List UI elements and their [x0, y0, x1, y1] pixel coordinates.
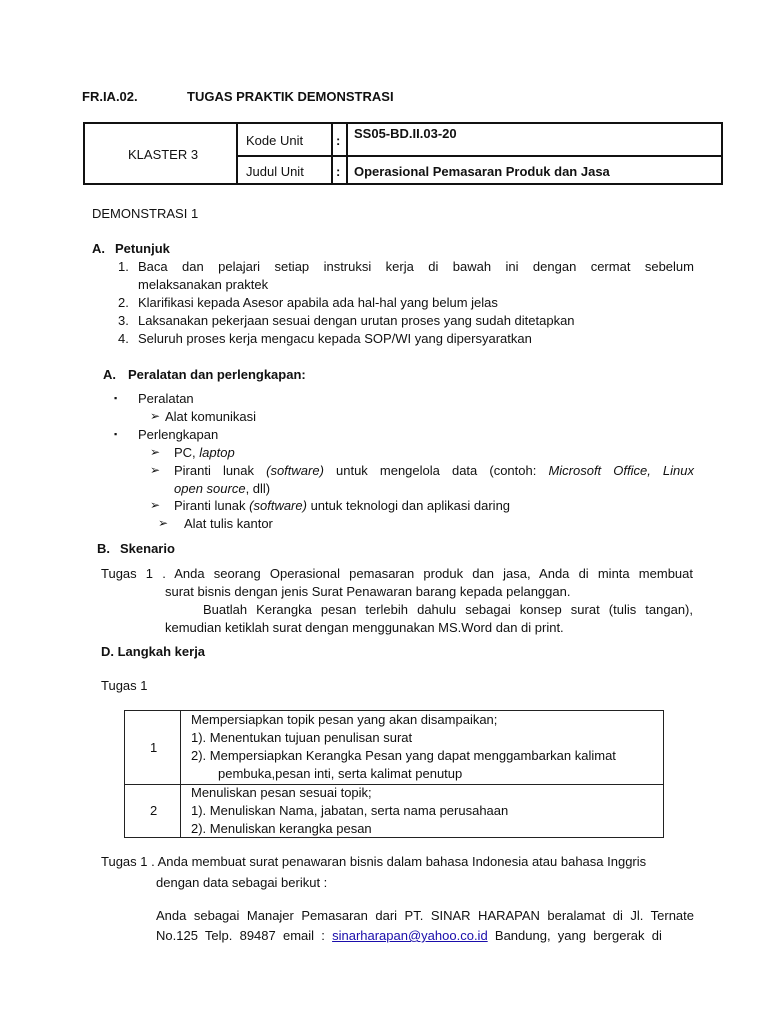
list-number: 2. — [118, 295, 129, 310]
bullet-icon: ▪ — [114, 429, 118, 439]
section-a-title: Petunjuk — [115, 241, 170, 256]
perlengkapan-label: Perlengkapan — [138, 427, 219, 442]
section-b-title: Skenario — [120, 541, 175, 556]
final-task-paragraph: No.125 Telp. 89487 email : sinarharapan@yahoo.co.id Bandung, yang bergerak di — [156, 928, 662, 943]
step-line: Menuliskan pesan sesuai topik; — [191, 785, 372, 800]
email-link[interactable]: sinarharapan@yahoo.co.id — [332, 928, 488, 943]
task-label: Tugas 1 — [101, 678, 148, 693]
list-number: 1. — [118, 259, 129, 274]
arrow-icon: ➢ — [150, 409, 161, 423]
step-number: 2 — [150, 803, 158, 818]
equipment-title: Peralatan dan perlengkapan: — [128, 367, 306, 382]
final-task-text: dengan data sebagai berikut : — [156, 875, 328, 890]
form-code: FR.IA.02. — [82, 89, 138, 104]
final-task-text: Tugas 1 . Anda membuat surat penawaran bisnis dalam bahasa Indonesia atau bahasa Inggris — [101, 854, 647, 869]
perlengkapan-item-software-daring: Piranti lunak (software) untuk teknologi dan aplikasi daring — [174, 498, 511, 513]
perlengkapan-item-software-cont: open source, dll) — [174, 481, 271, 496]
list-item: Laksanakan pekerjaan sesuai dengan urutan proses yang sudah ditetapkan — [138, 313, 575, 328]
judul-unit-value: Operasional Pemasaran Produk dan Jasa — [354, 164, 610, 179]
scenario-text: surat bisnis dengan jenis Surat Penawaran barang kepada pelanggan. — [165, 584, 571, 599]
section-d-title: D. Langkah kerja — [101, 644, 206, 659]
scenario-text: kemudian ketiklah surat dengan menggunakan MS.Word dan di print. — [165, 620, 564, 635]
kode-unit-value: SS05-BD.II.03-20 — [354, 126, 457, 141]
perlengkapan-item-stationery: Alat tulis kantor — [184, 516, 273, 531]
scenario-text: Buatlah Kerangka pesan terlebih dahulu sebagai konsep surat (tulis tangan), — [203, 602, 693, 617]
list-item: Baca dan pelajari setiap instruksi kerja di bawah ini dengan cermat sebelum — [138, 259, 694, 274]
list-item-continuation: melaksanakan praktek — [138, 277, 269, 292]
kode-unit-label: Kode Unit — [246, 133, 304, 148]
equipment-marker: A. — [103, 367, 116, 382]
list-number: 4. — [118, 331, 129, 346]
step-line: 1). Menentukan tujuan penulisan surat — [191, 730, 413, 745]
list-item: Klarifikasi kepada Asesor apabila ada hal-hal yang belum jelas — [138, 295, 498, 310]
step-line: 2). Menuliskan kerangka pesan — [191, 821, 372, 836]
kode-unit-colon: : — [336, 133, 341, 148]
klaster-label: KLASTER 3 — [128, 147, 199, 162]
arrow-icon: ➢ — [150, 445, 161, 459]
arrow-icon: ➢ — [158, 516, 169, 530]
step-line: 2). Mempersiapkan Kerangka Pesan yang dapat menggambarkan kalimat — [191, 748, 616, 763]
step-number: 1 — [150, 740, 158, 755]
section-a-marker: A. — [92, 241, 105, 256]
arrow-icon: ➢ — [150, 498, 161, 512]
list-item: Seluruh proses kerja mengacu kepada SOP/WI yang dipersyaratkan — [138, 331, 532, 346]
perlengkapan-item-pc: PC, laptop — [174, 445, 235, 460]
step-line: 1). Menuliskan Nama, jabatan, serta nama perusahaan — [191, 803, 509, 818]
bullet-icon: ▪ — [114, 393, 118, 403]
perlengkapan-item-software: Piranti lunak (software) untuk mengelola data (contoh: Microsoft Office, Linux — [174, 463, 694, 478]
list-number: 3. — [118, 313, 129, 328]
step-line: Mempersiapkan topik pesan yang akan disampaikan; — [191, 712, 498, 727]
judul-unit-label: Judul Unit — [246, 164, 304, 179]
page-title: TUGAS PRAKTIK DEMONSTRASI — [187, 89, 394, 104]
judul-unit-colon: : — [336, 164, 341, 179]
arrow-icon: ➢ — [150, 463, 161, 477]
step-line: pembuka,pesan inti, serta kalimat penutup — [218, 766, 463, 781]
peralatan-item: Alat komunikasi — [165, 409, 257, 424]
scenario-text: Tugas 1 . Anda seorang Operasional pemasaran produk dan jasa, Anda di minta membuat — [101, 566, 693, 581]
peralatan-label: Peralatan — [138, 391, 194, 406]
final-task-paragraph: Anda sebagai Manajer Pemasaran dari PT. SINAR HARAPAN beralamat di Jl. Ternate — [156, 908, 694, 923]
section-b-marker: B. — [97, 541, 110, 556]
demo-heading: DEMONSTRASI 1 — [92, 206, 199, 221]
